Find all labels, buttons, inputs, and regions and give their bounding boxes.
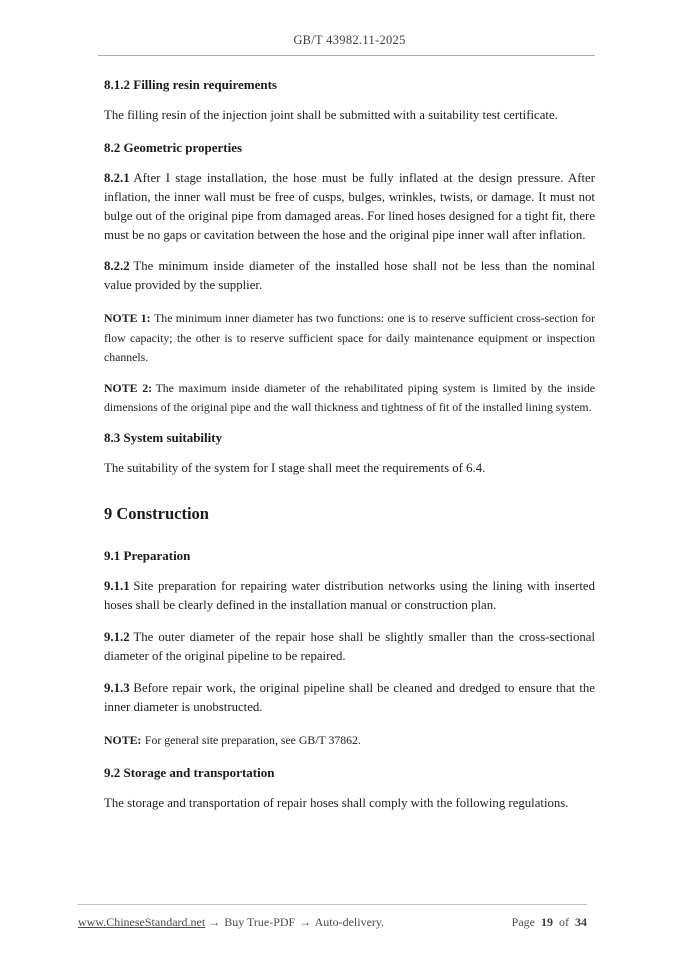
clause-text: The storage and transportation of repair hoses shall comply with the following regulations. — [104, 796, 569, 810]
paragraph-9-1-2 — [104, 628, 595, 666]
clause-text: After I stage installation, the hose must be fully inflated at the design pressure. After inflation, the inner wall must be free of cusps, bulges, wrinkles, twists, or damage. It must not bulge out of the original pipe from damaged areas. For lined hoses designed for a tight fit, there must be no gaps or cavitation between the hose and the original pipe inner wall after inflation. — [104, 171, 595, 242]
paragraph-9-1-1 — [104, 577, 595, 615]
footer-source-line — [78, 915, 385, 930]
clause-text: The filling resin of the injection joint shall be submitted with a suitability test certificate. — [104, 108, 558, 122]
paragraph-9-1-3 — [104, 679, 595, 717]
paragraph-8-2-1 — [104, 169, 595, 245]
footer-rule — [78, 904, 587, 905]
header-doc-code: GB/T 43982.11-2025 — [293, 33, 406, 47]
buy-pdf-label: Buy True-PDF — [224, 915, 296, 929]
clause-text: Before repair work, the original pipeline shall be cleaned and dredged to ensure that the inner diameter is unobstructed. — [104, 680, 595, 714]
clause-text: The suitability of the system for I stage shall meet the requirements of 6.4. — [104, 460, 486, 475]
note-general — [104, 731, 595, 751]
page-number — [512, 915, 587, 930]
note-1 — [104, 309, 595, 368]
clause-text: The outer diameter of the repair hose shall be slightly smaller than the cross-sectional diameter of the original pipeline to be repaired. — [104, 629, 595, 663]
paragraph-9-2 — [104, 794, 595, 813]
clause-text: Site preparation for repairing water distribution networks using the lining with inserted hoses shall be clearly defined in the installation manual or construction plan. — [104, 578, 595, 612]
note-text: The minimum inner diameter has two functions: one is to reserve sufficient cross-section for flow capacity; the other is to reserve sufficient space for daily maintenance equipment or inspection channels. — [104, 311, 595, 364]
section-heading-9-1: 9.1 Preparation — [104, 547, 191, 563]
document-page-content — [104, 0, 595, 813]
paragraph-8-1-2 — [104, 106, 595, 125]
clause-number: 9.1.1 — [104, 578, 130, 593]
section-heading-8-3: 8.3 System suitability — [104, 429, 223, 445]
note-label: NOTE: — [104, 732, 142, 747]
of-label: of — [559, 915, 569, 929]
page-label: Page — [511, 915, 535, 929]
page-total: 34 — [575, 915, 587, 929]
note-text: For general site preparation, see GB/T 37862. — [144, 732, 361, 747]
section-heading-9-2: 9.2 Storage and transportation — [104, 765, 275, 780]
clause-number: 9.1.2 — [104, 629, 130, 644]
note-2 — [104, 379, 595, 418]
clause-number: 9.1.3 — [104, 680, 130, 695]
note-text: The maximum inside diameter of the rehabilitated piping system is limited by the inside dimensions of the original pipe and the wall thickness and tightness of fit of the installed lining system. — [104, 380, 595, 414]
clause-number: 8.2.2 — [104, 259, 130, 273]
note-label: NOTE 2: — [104, 380, 153, 395]
arrow-icon: → — [299, 915, 312, 929]
section-heading-8-2: 8.2 Geometric properties — [104, 140, 243, 155]
paragraph-8-3 — [104, 459, 595, 478]
header-rule — [98, 55, 595, 56]
clause-text: The minimum inside diameter of the installed hose shall not be less than the nominal value provided by the supplier. — [104, 259, 595, 292]
note-label: NOTE 1: — [104, 311, 151, 325]
paragraph-8-2-2 — [104, 257, 595, 295]
section-heading-8-1-2: 8.1.2 Filling resin requirements — [104, 77, 277, 92]
page-current: 19 — [541, 915, 553, 929]
arrow-icon: → — [208, 915, 221, 929]
clause-number: 8.2.1 — [104, 171, 130, 185]
chapter-heading-9: 9 Construction — [104, 503, 209, 523]
delivery-label: Auto-delivery. — [314, 915, 385, 929]
site-link[interactable]: www.ChineseStandard.net — [78, 915, 206, 929]
page-footer — [78, 904, 587, 930]
